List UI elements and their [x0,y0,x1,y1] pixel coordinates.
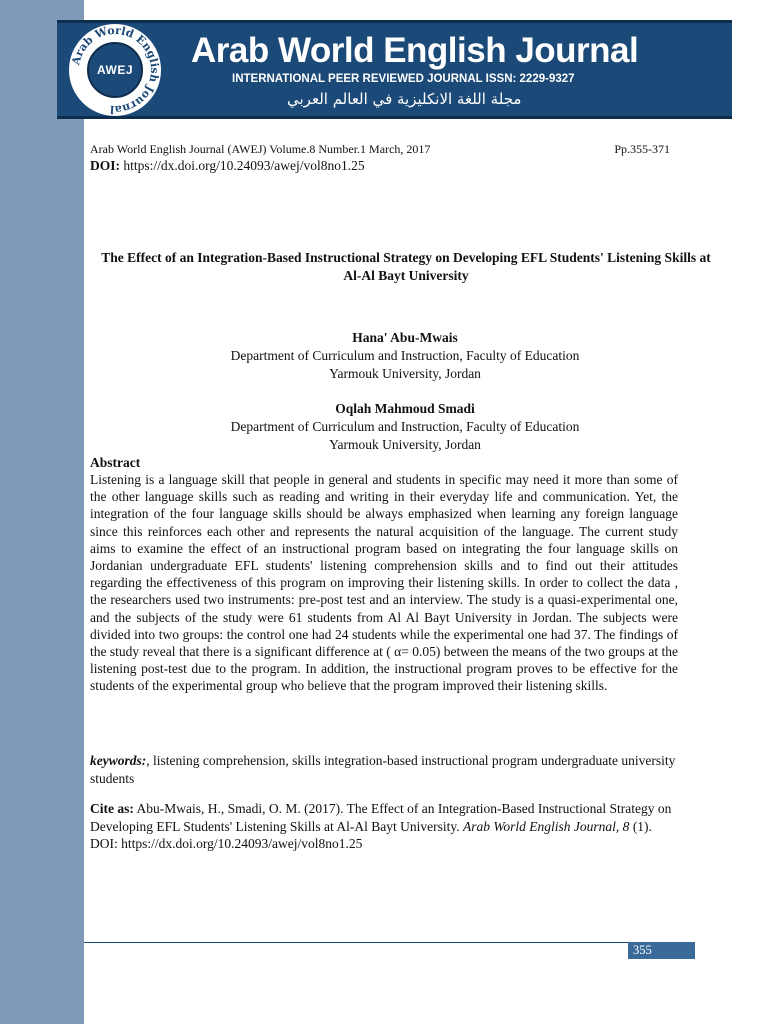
logo-text: AWEJ [96,63,133,77]
doi-line [90,158,365,174]
journal-banner [57,20,732,119]
cite-issue: (1). [629,818,652,834]
cite-doi[interactable]: DOI: https://dx.doi.org/10.24093/awej/vol8no1.25 [90,836,363,851]
author-dept: Department of Curriculum and Instruction, Faculty of Education [230,419,580,434]
logo-center [87,42,143,98]
author-block [90,400,720,454]
cite-text: Abu-Mwais, H., Smadi, O. M. (2017). The Effect of an Integration-Based Instructional Strategy on Developing EFL Students' Listening Skills at Al-Al Bayt University. [90,801,672,834]
journal-title: Arab World English Journal [191,31,639,70]
cite-journal: Arab World English Journal, 8 [463,818,630,834]
doi-label: DOI: [90,158,120,173]
author-univ: Yarmouk University, Jordan [329,366,481,381]
logo-ring-text: Arab World English Journal [69,24,161,116]
citation-line [90,142,670,157]
keywords-label: keywords: [90,753,147,768]
citation-text: Arab World English Journal (AWEJ) Volume.8 Number.1 March, 2017 [90,142,431,156]
doi-value[interactable]: https://dx.doi.org/10.24093/awej/vol8no1.25 [120,158,365,173]
author-block [90,329,720,383]
page-number: 355 [628,942,695,959]
journal-arabic-title: مجلة اللغة الانكليزية في العالم العربي [287,90,522,108]
paper-title: The Effect of an Integration-Based Instructional Strategy on Developing EFL Students' Listening Skills at Al-Al Bayt University [101,250,711,283]
left-margin-bar [0,0,84,1024]
journal-subtitle: INTERNATIONAL PEER REVIEWED JOURNAL ISSN: 2229-9327 [232,73,575,85]
author-dept: Department of Curriculum and Instruction, Faculty of Education [230,348,580,363]
author-univ: Yarmouk University, Jordan [329,437,481,452]
page-range: Pp.355-371 [614,142,670,156]
footer-rule [84,942,694,943]
abstract-heading: Abstract [90,455,141,470]
cite-as [90,800,678,853]
journal-logo [69,24,161,116]
author-name: Hana' Abu-Mwais [352,330,458,345]
keywords-text: , listening comprehension, skills integration-based instructional program undergraduate university students [90,753,676,786]
author-name: Oqlah Mahmoud Smadi [335,401,475,416]
keywords [90,752,678,787]
cite-label: Cite as: [90,801,134,816]
abstract-body: Listening is a language skill that people in general and students in specific may need it more than some of the other language skills such as reading and writing in their everyday life and communication. Yet, the integration of the four language skills should be always emphasized when learning any foreign language since this reinforces each other and represents the natural acquisition of the language. The current study aims to examine the effect of an instructional program based on integrating the four language skills on Jordanian undergraduate EFL students' listening comprehension skills and to find out their attitudes regarding the effectiveness of this program on improving their listening skills. In order to collect the data , the researchers used two instruments: pre-post test and an interview. The study is a quasi-experimental one, and the subjects of the study were 61 students from Al Al Bayt University in Jordan. The subjects were divided into two groups: the control one had 24 students while the experimental one had 37. The findings of the study reveal that there is a significant difference at ( α= 0.05) between the means of the two groups at the listening post-test due to the program. In addition, the instructional program proves to be effective for the students of the experimental group who believe that the program improved their listening skills. [90,472,678,694]
